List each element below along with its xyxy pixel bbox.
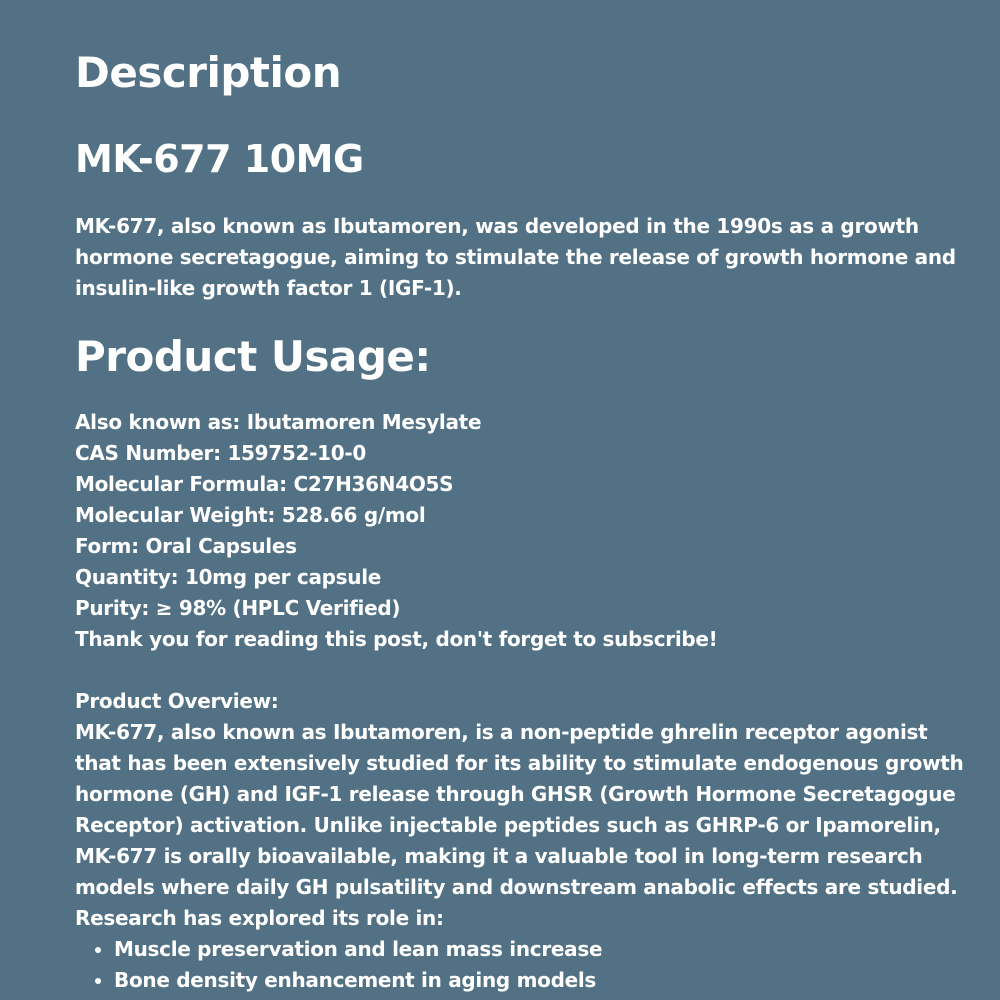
spec-molecular-formula: Molecular Formula: C27H36N4O5S bbox=[75, 472, 454, 496]
spec-molecular-weight: Molecular Weight: 528.66 g/mol bbox=[75, 503, 426, 527]
intro-paragraph: MK-677, also known as Ibutamoren, was developed in the 1990s as a growth hormone secretagogue, aiming to stimulate the release of growth hormone and insulin-like growth factor 1 (IGF-1). bbox=[75, 214, 956, 300]
spec-cas-number: CAS Number: 159752-10-0 bbox=[75, 441, 366, 465]
spec-list bbox=[75, 407, 970, 655]
spec-quantity: Quantity: 10mg per capsule bbox=[75, 565, 382, 589]
product-title: MK-677 10MG bbox=[75, 137, 364, 181]
research-list bbox=[75, 934, 1000, 996]
list-item: • Bone density enhancement in aging models bbox=[114, 965, 1000, 996]
spec-form: Form: Oral Capsules bbox=[75, 534, 297, 558]
product-overview bbox=[75, 686, 970, 934]
description-heading: Description bbox=[75, 48, 342, 97]
overview-body: MK-677, also known as Ibutamoren, is a non-peptide ghrelin receptor agonist that has been extensively studied for its ability to stimulate endogenous growth hormone (GH) and IGF-1 release through GHSR (Growth Hormone Secretagogue Receptor) activation. Unlike injectable peptides such as GHRP-6 or Ipamorelin, MK-677 is orally bioavailable, making it a valuable tool in long-term research models where daily GH pulsatility and downstream anabolic effects are studied. bbox=[75, 720, 964, 899]
spec-purity: Purity: ≥ 98% (HPLC Verified) bbox=[75, 596, 401, 620]
subscribe-message: Thank you for reading this post, don't forget to subscribe! bbox=[75, 627, 718, 651]
list-item: • Muscle preservation and lean mass increase bbox=[114, 934, 1000, 965]
product-usage-heading: Product Usage: bbox=[75, 332, 431, 381]
overview-heading: Product Overview: bbox=[75, 689, 279, 713]
research-intro: Research has explored its role in: bbox=[75, 906, 444, 930]
spec-aka: Also known as: Ibutamoren Mesylate bbox=[75, 410, 482, 434]
